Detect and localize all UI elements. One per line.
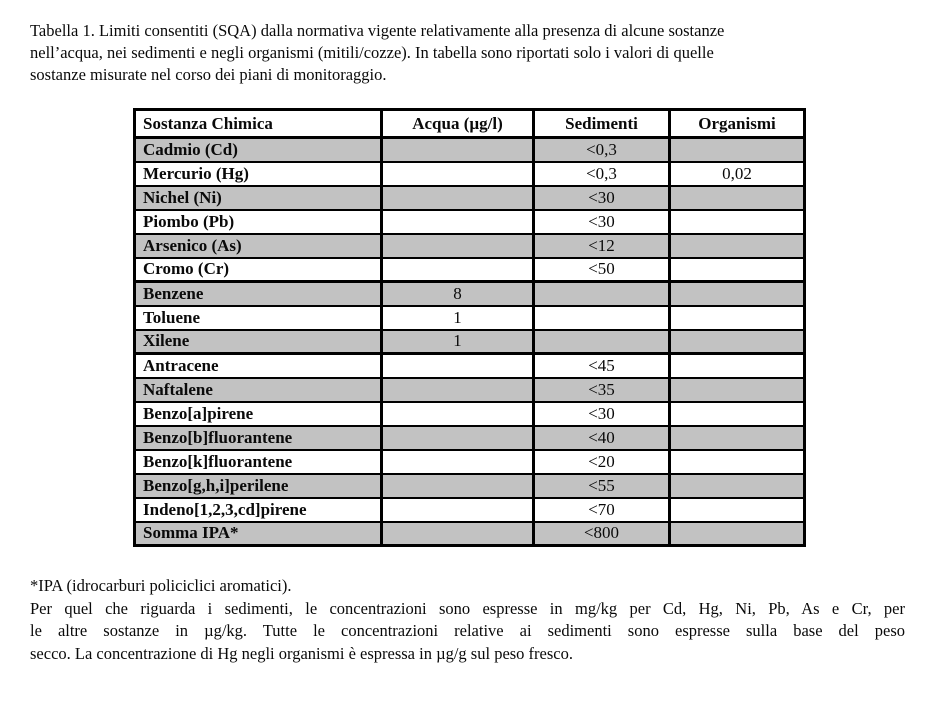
- limits-table: [133, 108, 806, 547]
- table-row: [135, 402, 805, 426]
- cell-acqua: [382, 162, 534, 186]
- cell-sedimenti: <0,3: [534, 138, 670, 162]
- cell-sedimenti: <800: [534, 522, 670, 546]
- cell-sedimenti: <55: [534, 474, 670, 498]
- table-row: [135, 258, 805, 282]
- cell-sostanza: Piombo (Pb): [135, 210, 382, 234]
- header-sostanza-chimica: Sostanza Chimica: [135, 110, 382, 138]
- cell-sostanza: Indeno[1,2,3,cd]pirene: [135, 498, 382, 522]
- cell-organismi: 0,02: [670, 162, 805, 186]
- header-sedimenti: Sedimenti: [534, 110, 670, 138]
- caption-line: Tabella 1. Limiti consentiti (SQA) dalla normativa vigente relativamente alla presenza di alcune sostanze: [30, 21, 725, 40]
- footnote-line: le altre sostanze in µg/kg. Tutte le concentrazioni relative ai sedimenti sono espresse sulla base del peso: [30, 621, 905, 640]
- cell-sedimenti: <20: [534, 450, 670, 474]
- cell-sedimenti: <50: [534, 258, 670, 282]
- cell-sedimenti: <30: [534, 402, 670, 426]
- cell-sostanza: Cadmio (Cd): [135, 138, 382, 162]
- cell-acqua: [382, 258, 534, 282]
- cell-organismi: [670, 234, 805, 258]
- cell-sedimenti: [534, 330, 670, 354]
- caption-line: nell’acqua, nei sedimenti e negli organismi (mitili/cozze). In tabella sono riportati solo i valori di quelle: [30, 43, 714, 62]
- cell-acqua: [382, 234, 534, 258]
- table-row: [135, 330, 805, 354]
- cell-organismi: [670, 354, 805, 378]
- cell-sostanza: Naftalene: [135, 378, 382, 402]
- cell-organismi: [670, 258, 805, 282]
- cell-acqua: [382, 210, 534, 234]
- cell-sostanza: Benzo[k]fluorantene: [135, 450, 382, 474]
- cell-sostanza: Antracene: [135, 354, 382, 378]
- cell-sedimenti: <30: [534, 186, 670, 210]
- cell-organismi: [670, 402, 805, 426]
- table-row: [135, 522, 805, 546]
- table-row: [135, 498, 805, 522]
- table-row: [135, 282, 805, 306]
- cell-acqua: [382, 426, 534, 450]
- cell-sostanza: Benzo[g,h,i]perilene: [135, 474, 382, 498]
- table-row: [135, 426, 805, 450]
- cell-organismi: [670, 378, 805, 402]
- cell-sedimenti: [534, 306, 670, 330]
- cell-acqua: [382, 402, 534, 426]
- cell-acqua: [382, 474, 534, 498]
- caption-line: sostanze misurate nel corso dei piani di monitoraggio.: [30, 65, 387, 84]
- table-row: [135, 186, 805, 210]
- cell-sedimenti: <30: [534, 210, 670, 234]
- cell-sostanza: Cromo (Cr): [135, 258, 382, 282]
- cell-sostanza: Nichel (Ni): [135, 186, 382, 210]
- cell-acqua: [382, 522, 534, 546]
- table-row: [135, 474, 805, 498]
- cell-acqua: [382, 186, 534, 210]
- cell-sostanza: Arsenico (As): [135, 234, 382, 258]
- cell-sedimenti: <12: [534, 234, 670, 258]
- cell-sostanza: Benzo[b]fluorantene: [135, 426, 382, 450]
- footnote-ipa: *IPA (idrocarburi policiclici aromatici).: [30, 576, 292, 595]
- cell-organismi: [670, 474, 805, 498]
- cell-organismi: [670, 330, 805, 354]
- cell-acqua: [382, 354, 534, 378]
- cell-sedimenti: <35: [534, 378, 670, 402]
- cell-sostanza: Mercurio (Hg): [135, 162, 382, 186]
- cell-sostanza: Benzo[a]pirene: [135, 402, 382, 426]
- cell-organismi: [670, 282, 805, 306]
- footnote-line: secco. La concentrazione di Hg negli organismi è espressa in µg/g sul peso fresco.: [30, 643, 573, 663]
- cell-sostanza: Benzene: [135, 282, 382, 306]
- cell-organismi: [670, 186, 805, 210]
- cell-acqua: [382, 378, 534, 402]
- cell-acqua: [382, 498, 534, 522]
- document-page: [0, 20, 930, 717]
- header-acqua: Acqua (µg/l): [382, 110, 534, 138]
- cell-sedimenti: [534, 282, 670, 306]
- table-header-row: [135, 110, 805, 138]
- cell-acqua: [382, 138, 534, 162]
- cell-organismi: [670, 450, 805, 474]
- cell-sedimenti: <70: [534, 498, 670, 522]
- cell-organismi: [670, 426, 805, 450]
- cell-acqua: 8: [382, 282, 534, 306]
- cell-organismi: [670, 138, 805, 162]
- cell-sedimenti: <0,3: [534, 162, 670, 186]
- cell-organismi: [670, 306, 805, 330]
- cell-acqua: 1: [382, 306, 534, 330]
- cell-sostanza: Xilene: [135, 330, 382, 354]
- table-row: [135, 138, 805, 162]
- table-row: [135, 210, 805, 234]
- table-row: [135, 306, 805, 330]
- table-row: [135, 234, 805, 258]
- table-row: [135, 450, 805, 474]
- cell-organismi: [670, 498, 805, 522]
- cell-sedimenti: <45: [534, 354, 670, 378]
- cell-sostanza: Somma IPA*: [135, 522, 382, 546]
- cell-sostanza: Toluene: [135, 306, 382, 330]
- header-organismi: Organismi: [670, 110, 805, 138]
- cell-organismi: [670, 210, 805, 234]
- cell-acqua: [382, 450, 534, 474]
- cell-sedimenti: <40: [534, 426, 670, 450]
- table-row: [135, 378, 805, 402]
- cell-organismi: [670, 522, 805, 546]
- cell-acqua: 1: [382, 330, 534, 354]
- table-row: [135, 162, 805, 186]
- table-row: [135, 354, 805, 378]
- footnotes: [30, 575, 905, 665]
- table-caption: [30, 20, 905, 86]
- footnote-line: Per quel che riguarda i sedimenti, le concentrazioni sono espresse in mg/kg per Cd, Hg, Ni, Pb, As e Cr, per: [30, 598, 905, 618]
